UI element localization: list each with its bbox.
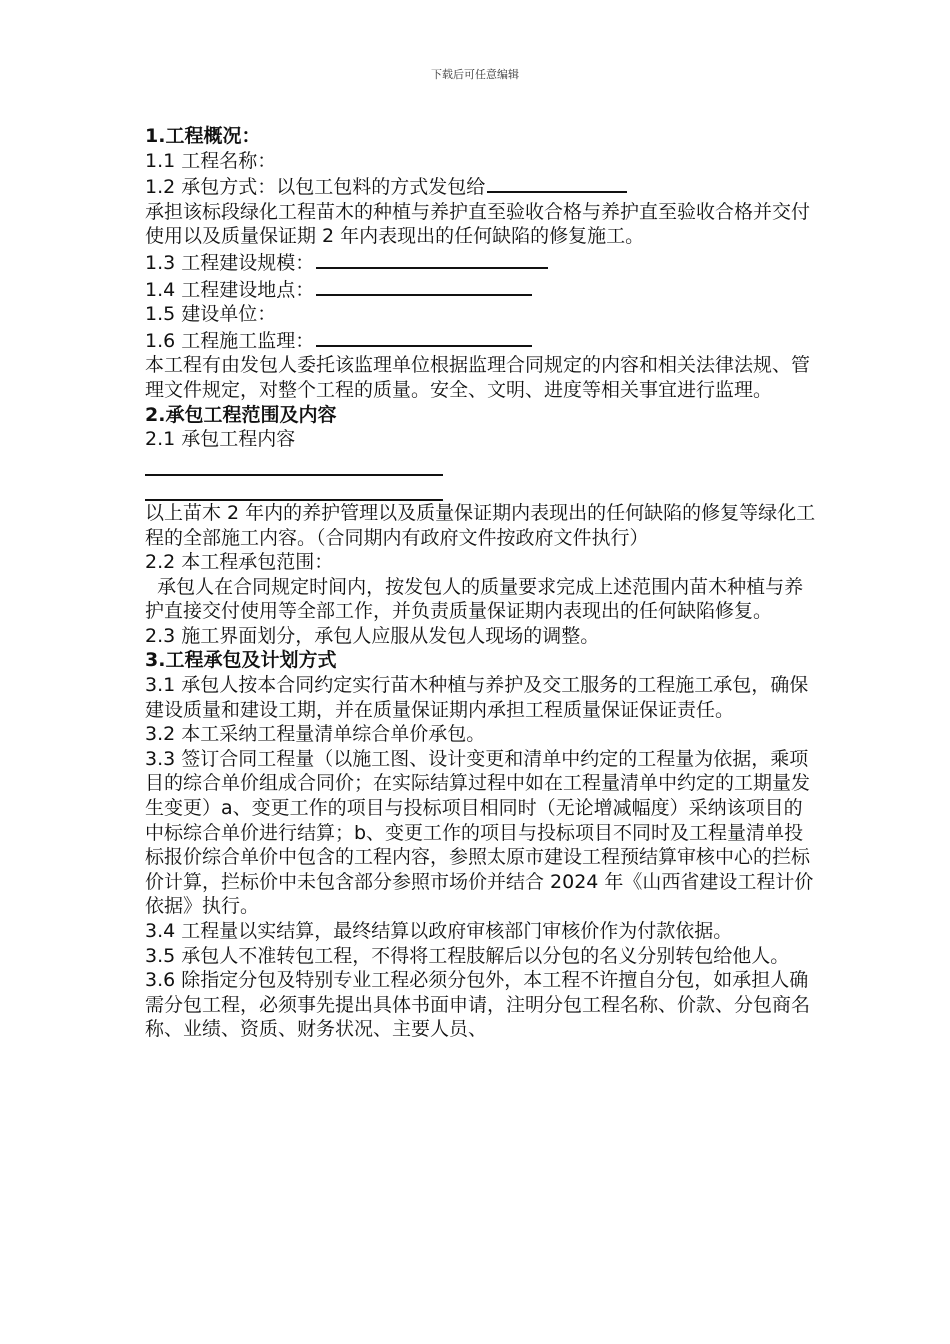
item-3-5: 3.5 承包人不准转包工程，不得将工程肢解后以分包的名义分别转包给他人。 bbox=[145, 944, 790, 967]
item-2-3: 2.3 施工界面划分，承包人应服从发包人现场的调整。 bbox=[145, 624, 600, 647]
blank-location bbox=[316, 276, 532, 296]
item-1-2-label: 1.2 承包方式：以包工包料的方式发包给 bbox=[145, 176, 486, 199]
item-2-2-body: 承包人在合同规定时间内，按发包人的质量要求完成上述范围内苗木种植与养护直接交付使用等全部工作，并负责质量保证期内表现出的任何缺陷修复。 bbox=[145, 575, 804, 623]
item-2-1-body: 以上苗木 2 年内的养护管理以及质量保证期内表现出的任何缺陷的修复等绿化工程的全部施工内容。（合同期内有政府文件按政府文件执行） bbox=[145, 501, 816, 549]
item-1-3 bbox=[145, 249, 820, 276]
blank-line-1 bbox=[145, 452, 443, 477]
blank-supervisor bbox=[316, 327, 532, 347]
item-1-6 bbox=[145, 327, 820, 354]
page-header-note: 下载后可任意编辑 bbox=[431, 68, 519, 81]
blank-contractor bbox=[487, 173, 627, 193]
item-1-2-body: 承担该标段绿化工程苗木的种植与养护直至验收合格与养护直至验收合格并交付使用以及质量保证期 2 年内表现出的任何缺陷的修复施工。 bbox=[145, 200, 811, 248]
section-3-title: 3.工程承包及计划方式 bbox=[145, 649, 337, 672]
blank-scale bbox=[316, 249, 548, 269]
item-1-2 bbox=[145, 173, 820, 200]
document-body bbox=[145, 124, 820, 1042]
item-1-6-body: 本工程有由发包人委托该监理单位根据监理合同规定的内容和相关法律法规、管理文件规定，对整个工程的质量。安全、文明、进度等相关事宜进行监理。 bbox=[145, 354, 811, 401]
item-1-1: 1.1 工程名称： bbox=[145, 149, 277, 172]
item-3-3: 3.3 签订合同工程量（以施工图、设计变更和清单中约定的工程量为依据，乘项目的综合单价组成合同价；在实际结算过程中如在工程量清单中约定的工期量发生变更）a、变更工作的项目与投标项目相同时（无论增减幅度）采纳该项目的中标综合单价进行结算；b、变更工作的项目与投标项目不同时及工程量清单投标报价综合单价中包含的工程内容，参照太原市建设工程预结算审核中心的拦标价计算，拦标价中未包含部分参照市场价并结合 2024 年《山西省建设工程计价依据》执行。 bbox=[145, 747, 814, 918]
blank-line-2 bbox=[145, 476, 443, 501]
item-1-3-label: 1.3 工程建设规模： bbox=[145, 251, 315, 274]
item-3-6: 3.6 除指定分包及特别专业工程必须分包外，本工程不许擅自分包，如承担人确需分包工程，必须事先提出具体书面申请，注明分包工程名称、价款、分包商名称、业绩、资质、财务状况、主要人员、 bbox=[145, 969, 811, 1041]
item-1-4-label: 1.4 工程建设地点： bbox=[145, 278, 315, 301]
section-2-title: 2.承包工程范围及内容 bbox=[145, 403, 337, 426]
item-3-1: 3.1 承包人按本合同约定实行苗木种植与养护及交工服务的工程施工承包，确保建设质量和建设工期，并在质量保证期内承担工程质量保证保证责任。 bbox=[145, 674, 809, 721]
item-1-5: 1.5 建设单位： bbox=[145, 303, 277, 326]
item-1-4 bbox=[145, 276, 820, 303]
section-1-title: 1.工程概况： bbox=[145, 125, 261, 147]
item-2-2: 2.2 本工程承包范围： bbox=[145, 551, 334, 574]
item-3-2: 3.2 本工采纳工程量清单综合单价承包。 bbox=[145, 723, 486, 746]
item-2-1: 2.1 承包工程内容 bbox=[145, 428, 296, 451]
item-1-6-label: 1.6 工程施工监理： bbox=[145, 329, 315, 352]
item-3-4: 3.4 工程量以实结算，最终结算以政府审核部门审核价作为付款依据。 bbox=[145, 920, 733, 942]
